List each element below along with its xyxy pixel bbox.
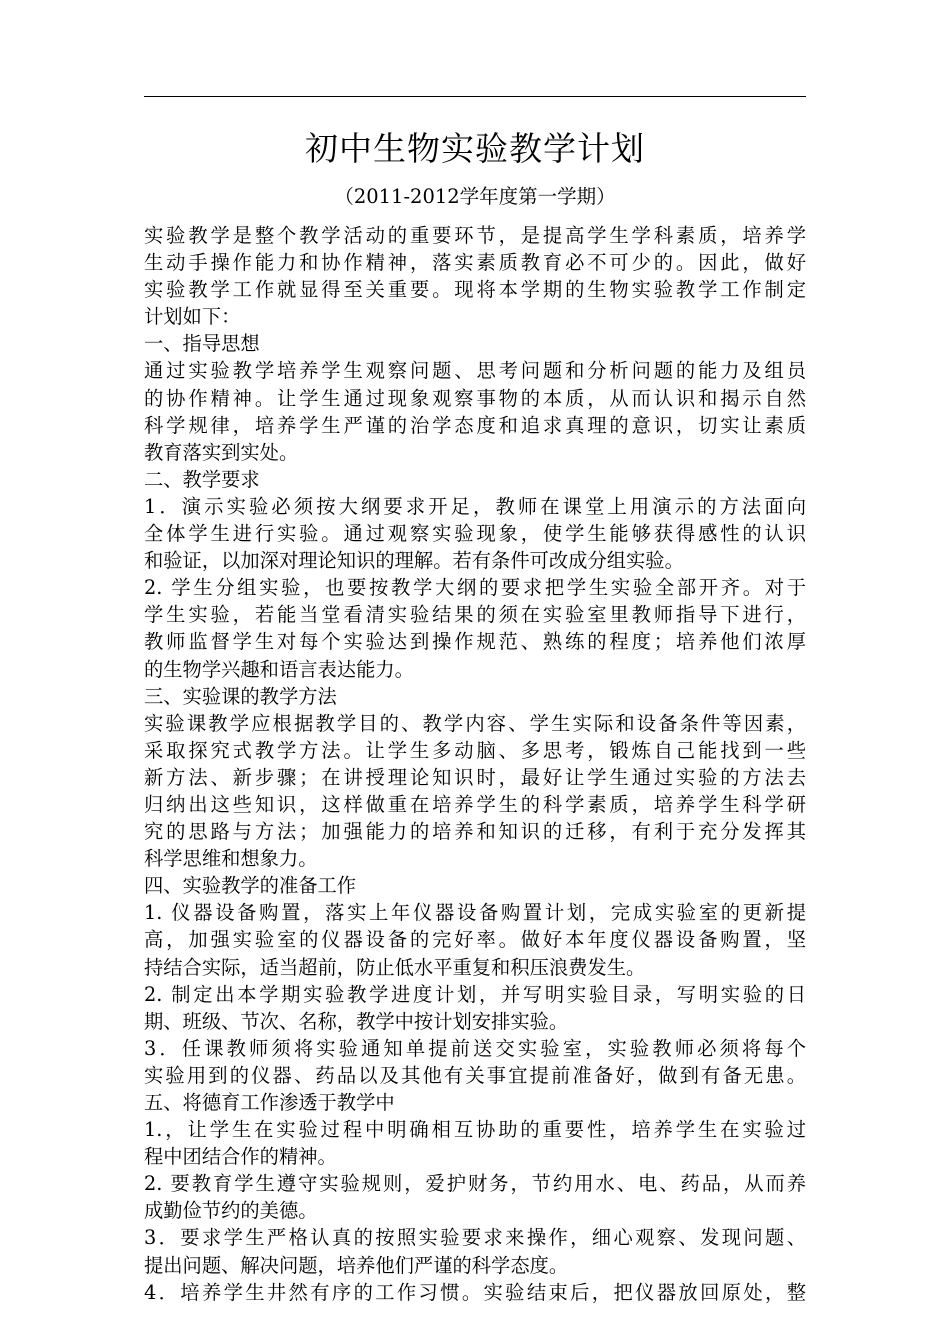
text-line: 实验课教学应根据教学目的、教学内容、学生实际和设备条件等因素， (144, 711, 806, 735)
text-line: 3．要求学生严格认真的按照实验要求来操作，细心观察、发现问题、 (144, 1226, 806, 1250)
text-line: 归纳出这些知识，这样做重在培养学生的科学素质，培养学生科学研 (144, 792, 806, 816)
text-line: 教育落实到实处。 (144, 440, 299, 464)
text-line: 3．任课教师须将实验通知单提前送交实验室，实验教师必须将每个 (144, 1036, 806, 1060)
text-line: 2. 制定出本学期实验教学进度计划，并写明实验目录，写明实验的日 (144, 982, 806, 1006)
text-line: 四、实验教学的准备工作 (144, 874, 357, 898)
document-title: 初中生物实验教学计划 (305, 129, 645, 168)
text-line: 科学思维和想象力。 (144, 847, 318, 871)
text-line: 教师监督学生对每个实验达到操作规范、熟练的程度；培养他们浓厚 (144, 630, 806, 654)
text-line: 科学规律，培养学生严谨的治学态度和追求真理的意识，切实让素质 (144, 413, 806, 437)
header-rule (144, 96, 806, 97)
text-line: 成勤俭节约的美德。 (144, 1199, 318, 1223)
text-line: 三、实验课的教学方法 (144, 684, 337, 708)
text-line: 2. 学生分组实验，也要按教学大纲的要求把学生实验全部开齐。对于 (144, 576, 806, 600)
text-line: 4．培养学生井然有序的工作习惯。实验结束后，把仪器放回原处，整 (144, 1280, 806, 1304)
text-line: 持结合实际，适当超前，防止低水平重复和积压浪费发生。 (144, 955, 646, 979)
text-line: 的协作精神。让学生通过现象观察事物的本质，从而认识和揭示自然 (144, 386, 806, 410)
text-line: 期、班级、节次、名称，教学中按计划安排实验。 (144, 1009, 569, 1033)
text-line: 究的思路与方法；加强能力的培养和知识的迁移，有利于充分发挥其 (144, 820, 806, 844)
text-line: 二、教学要求 (144, 467, 260, 491)
text-line: 提出问题、解决问题，培养他们严谨的科学态度。 (144, 1253, 569, 1277)
text-line: 五、将德育工作渗透于教学中 (144, 1091, 395, 1114)
text-line: 一、指导思想 (144, 332, 260, 356)
text-line: 实验教学工作就显得至关重要。现将本学期的生物实验教学工作制定 (144, 278, 806, 302)
text-line: 和验证，以加深对理论知识的理解。若有条件可改成分组实验。 (144, 549, 684, 573)
document-body (144, 222, 806, 1306)
text-line: 高，加强实验室的仪器设备的完好率。做好本年度仪器设备购置，坚 (144, 928, 806, 952)
text-line: 生动手操作能力和协作精神，落实素质教育必不可少的。因此，做好 (144, 251, 806, 275)
text-line: 学生实验，若能当堂看清实验结果的须在实验室里教师指导下进行， (144, 603, 806, 627)
text-line: 实验教学是整个教学活动的重要环节，是提高学生学科素质，培养学 (144, 224, 806, 247)
text-line: 计划如下： (144, 305, 241, 329)
text-line: 新方法、新步骤；在讲授理论知识时，最好让学生通过实验的方法去 (144, 765, 806, 789)
text-line: 1. 仪器设备购置，落实上年仪器设备购置计划，完成实验室的更新提 (144, 901, 806, 925)
text-line: 实验用到的仪器、药品以及其他有关事宜提前准备好，做到有备无患。 (144, 1063, 806, 1087)
text-line: 程中团结合作的精神。 (144, 1145, 337, 1169)
text-line: 采取探究式教学方法。让学生多动脑、多思考，锻炼自己能找到一些 (144, 738, 806, 762)
text-line: 1．演示实验必须按大纲要求开足，教师在课堂上用演示的方法面向 (144, 494, 806, 518)
text-line: 1.，让学生在实验过程中明确相互协助的重要性，培养学生在实验过 (144, 1118, 806, 1142)
text-line: 2. 要教育学生遵守实验规则，爱护财务，节约用水、电、药品，从而养 (144, 1172, 806, 1196)
text-line: 通过实验教学培养学生观察问题、思考问题和分析问题的能力及组员 (144, 359, 806, 383)
text-line: 全体学生进行实验。通过观察实验现象，使学生能够获得感性的认识 (144, 522, 806, 546)
text-line: 的生物学兴趣和语言表达能力。 (144, 657, 414, 681)
document-subtitle: （2011-2012学年度第一学期） (334, 185, 616, 208)
